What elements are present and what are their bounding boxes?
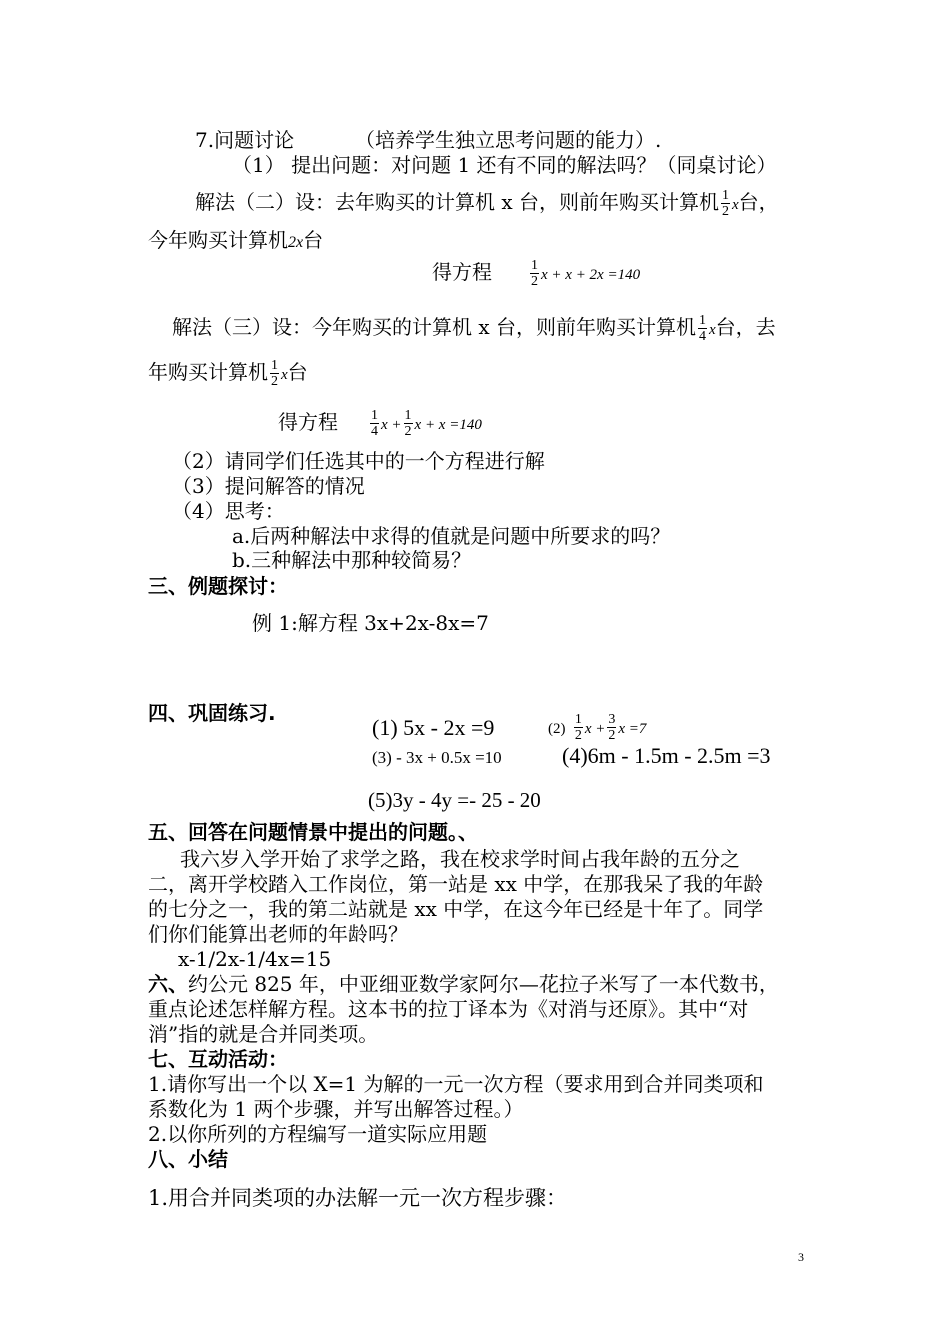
- section-5-title: 五、回答在问题情景中提出的问题。、: [148, 820, 478, 844]
- fraction-half: $\frac{1}{2}$: [271, 358, 278, 389]
- question-4: （4）思考：: [172, 499, 285, 523]
- method-2-line-2: 今年购买计算机2x台: [148, 228, 324, 252]
- method-3-equation: 得方程 $\frac{1}{4}$ x + $\frac{1}{2}$ x + x =140: [278, 408, 482, 439]
- activity-line-3: 2.以你所列的方程编写一道实际应用题: [148, 1122, 488, 1146]
- example-1: 例 1:解方程 3x+2x-8x=7: [252, 611, 489, 635]
- question-1: （1） 提出问题：对问题 1 还有不同的解法吗？（同桌讨论）: [232, 153, 777, 177]
- section-4-title: 四、巩固练习.: [148, 701, 276, 725]
- activity-line-2: 系数化为 1 两个步骤，并写出解答过程。）: [148, 1097, 524, 1121]
- fraction-half: $\frac{1}{2}$: [404, 408, 412, 439]
- summary-line-1: 1.用合并同类项的办法解一元一次方程步骤：: [148, 1186, 568, 1210]
- question-3: （3）提问解答的情况: [172, 474, 365, 498]
- fraction-quarter: $\frac{1}{4}$: [699, 313, 706, 344]
- story-line-2: 二，离开学校踏入工作岗位，第一站是 xx 中学，在那我呆了我的年龄: [148, 872, 764, 896]
- question-2: （2）请同学们任选其中的一个方程进行解: [172, 449, 545, 473]
- story-line-1: 我六岁入学开始了求学之路，我在校求学时间占我年龄的五分之: [180, 847, 740, 871]
- fraction-half: $\frac{1}{2}$: [531, 258, 538, 289]
- practice-3: (3) - 3x + 0.5x =10: [372, 748, 502, 767]
- section-8-title: 八、小结: [148, 1147, 228, 1171]
- section-6-line-2: 重点论述怎样解方程。这本书的拉丁译本为《对消与还原》。其中“对: [148, 997, 749, 1021]
- story-line-4: 们你们能算出老师的年龄吗？: [148, 922, 408, 946]
- section-6-line-1: 六、约公元 825 年，中亚细亚数学家阿尔—花拉子米写了一本代数书，: [148, 972, 779, 996]
- fraction-half: $\frac{1}{2}$: [574, 712, 582, 743]
- section-3-title: 三、例题探讨：: [148, 574, 288, 598]
- practice-4: (4)6m - 1.5m - 2.5m =3: [562, 743, 771, 768]
- story-equation: x-1/2x-1/4x=15: [178, 947, 332, 971]
- method-2-equation: 得方程 $\frac{1}{2}$ x + x + 2x =140: [432, 258, 641, 289]
- fraction-quarter: $\frac{1}{4}$: [371, 408, 378, 439]
- question-4b: b.三种解法中那种较简易？: [232, 548, 472, 572]
- method-3-line-2: 年购买计算机 $\frac{1}{2}$ x台: [148, 358, 308, 389]
- section-7-aim: （培养学生独立思考问题的能力）.: [355, 128, 662, 152]
- question-4a: a.后两种解法中求得的值就是问题中所要求的吗？: [232, 524, 671, 548]
- fraction-three-halves: $\frac{3}{2}$: [608, 712, 616, 743]
- section-6-line-3: 消”指的就是合并同类项。: [148, 1022, 379, 1046]
- section-7-title: 7.问题讨论: [195, 128, 295, 152]
- practice-5: (5)3y - 4y =- 25 - 20: [368, 788, 541, 812]
- practice-2: (2) $\frac{1}{2}$ x + $\frac{3}{2}$ x =7: [548, 712, 647, 743]
- method-2-line-1: 解法（二）设：去年购买的计算机 x 台，则前年购买计算机 $\frac{1}{2}$ x台，: [195, 188, 779, 219]
- section-activity-title: 七、互动活动：: [148, 1047, 288, 1071]
- method-3-line-1: 解法（三）设：今年购买的计算机 x 台，则前年购买计算机 $\frac{1}{4}$ x台，去: [172, 313, 776, 344]
- story-line-3: 的七分之一，我的第二站就是 xx 中学，在这今年已经是十年了。同学: [148, 897, 764, 921]
- practice-1: (1) 5x - 2x =9: [372, 715, 495, 740]
- fraction-half: $\frac{1}{2}$: [722, 188, 729, 219]
- page-number: 3: [798, 1250, 804, 1264]
- activity-line-1: 1.请你写出一个以 X=1 为解的一元一次方程（要求用到合并同类项和: [148, 1072, 764, 1096]
